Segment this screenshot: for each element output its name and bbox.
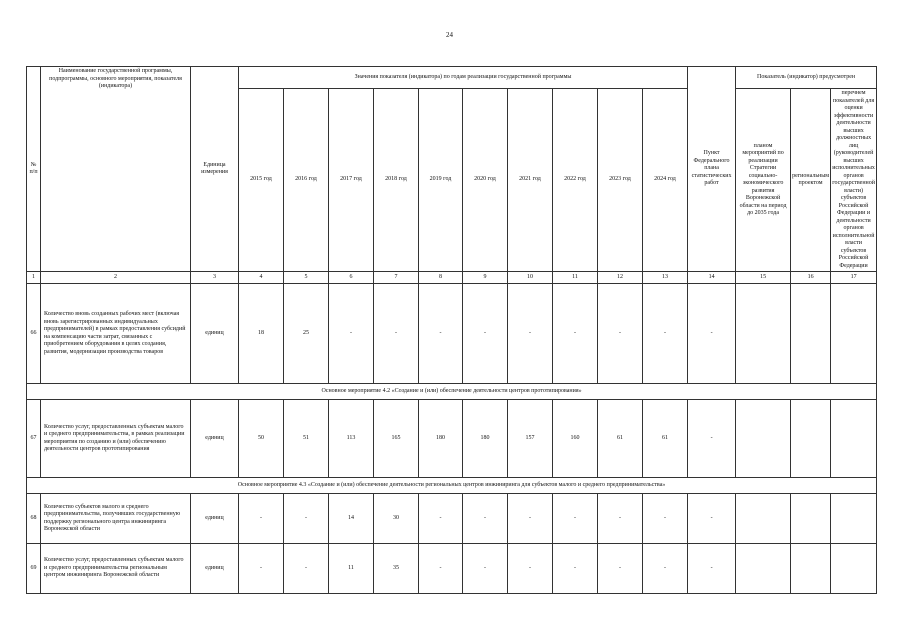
col-number: 12 <box>598 272 643 284</box>
header-regional: региональным проектом <box>791 89 831 272</box>
row-value: 11 <box>329 544 374 594</box>
table-row <box>27 284 877 384</box>
row-regional <box>791 284 831 384</box>
section-row <box>27 478 877 494</box>
row-value: - <box>463 544 508 594</box>
year-2022: 2022 год <box>553 89 598 272</box>
row-value: 35 <box>374 544 419 594</box>
row-evaluation <box>831 544 877 594</box>
row-regional <box>791 400 831 478</box>
row-strategy <box>736 400 791 478</box>
row-value: 180 <box>463 400 508 478</box>
col-number: 2 <box>41 272 191 284</box>
row-regional <box>791 544 831 594</box>
row-value: - <box>508 284 553 384</box>
col-number: 8 <box>419 272 463 284</box>
row-value: 14 <box>329 494 374 544</box>
header-num: № п/п <box>27 67 41 272</box>
year-2024: 2024 год <box>643 89 688 272</box>
row-unit: единиц <box>191 400 239 478</box>
row-value: - <box>374 284 419 384</box>
row-value: - <box>463 494 508 544</box>
row-number: 68 <box>27 494 41 544</box>
row-unit: единиц <box>191 284 239 384</box>
col-number: 1 <box>27 272 41 284</box>
row-name: Количество вновь созданных рабочих мест (включая вновь зарегистрированных индивидуальных предпринимателей) в рамках предоставления субсидий на компенсацию части затрат, связанных с приобретением оборудования в целях создания, развития, модернизации производства товаров <box>41 284 191 384</box>
row-value: - <box>598 544 643 594</box>
header-provision-group: Показатель (индикатор) предусмотрен <box>736 67 877 89</box>
row-value: 160 <box>553 400 598 478</box>
row-value: 165 <box>374 400 419 478</box>
row-strategy <box>736 544 791 594</box>
col-number: 16 <box>791 272 831 284</box>
column-numbers-row <box>27 272 877 284</box>
row-unit: единиц <box>191 494 239 544</box>
header-values-group: Значения показателя (индикатора) по годам реализации государственной программы <box>239 67 688 89</box>
row-value: - <box>284 494 329 544</box>
row-value: - <box>553 284 598 384</box>
row-value: - <box>508 494 553 544</box>
col-number: 5 <box>284 272 329 284</box>
col-number: 7 <box>374 272 419 284</box>
row-unit: единиц <box>191 544 239 594</box>
row-name: Количество субъектов малого и среднего предпринимательства, получивших государственную поддержку регионального центра инжиниринга Воронежской области <box>41 494 191 544</box>
header-plan: Пункт Федерального плана статистических работ <box>688 67 736 272</box>
col-number: 17 <box>831 272 877 284</box>
row-value: 18 <box>239 284 284 384</box>
col-number: 9 <box>463 272 508 284</box>
row-value: 50 <box>239 400 284 478</box>
header-row-1 <box>27 67 877 89</box>
row-value: - <box>553 494 598 544</box>
header-strategy: планом мероприятий по реализации Стратегии социально-экономического развития Воронежской области на период до 2035 года <box>736 89 791 272</box>
col-number: 14 <box>688 272 736 284</box>
row-value: - <box>508 544 553 594</box>
indicators-table <box>26 66 877 594</box>
col-number: 3 <box>191 272 239 284</box>
row-value: 113 <box>329 400 374 478</box>
table-row <box>27 494 877 544</box>
col-number: 13 <box>643 272 688 284</box>
header-unit: Единица измерения <box>191 67 239 272</box>
row-number: 67 <box>27 400 41 478</box>
year-2015: 2015 год <box>239 89 284 272</box>
row-value: 51 <box>284 400 329 478</box>
row-value: 25 <box>284 284 329 384</box>
row-value: - <box>239 544 284 594</box>
year-2017: 2017 год <box>329 89 374 272</box>
row-regional <box>791 494 831 544</box>
table-row <box>27 400 877 478</box>
year-2019: 2019 год <box>419 89 463 272</box>
row-value: - <box>419 494 463 544</box>
row-value: - <box>643 494 688 544</box>
header-name: Наименование государственной программы, подпрограммы, основного мероприятия, показателя (индикатора) <box>41 67 191 272</box>
row-plan: - <box>688 284 736 384</box>
row-value: 61 <box>643 400 688 478</box>
row-value: - <box>463 284 508 384</box>
row-evaluation <box>831 400 877 478</box>
col-number: 15 <box>736 272 791 284</box>
col-number: 11 <box>553 272 598 284</box>
col-number: 4 <box>239 272 284 284</box>
row-value: - <box>419 544 463 594</box>
col-number: 6 <box>329 272 374 284</box>
row-value: - <box>239 494 284 544</box>
row-name: Количество услуг, предоставленных субъектам малого и среднего предпринимательства региональным центром инжиниринга Воронежской области <box>41 544 191 594</box>
row-value: 180 <box>419 400 463 478</box>
year-2020: 2020 год <box>463 89 508 272</box>
row-evaluation <box>831 284 877 384</box>
row-value: 30 <box>374 494 419 544</box>
row-number: 66 <box>27 284 41 384</box>
row-value: 157 <box>508 400 553 478</box>
row-plan: - <box>688 494 736 544</box>
row-value: - <box>329 284 374 384</box>
row-value: - <box>284 544 329 594</box>
row-value: - <box>598 494 643 544</box>
year-2016: 2016 год <box>284 89 329 272</box>
row-number: 69 <box>27 544 41 594</box>
table-row <box>27 544 877 594</box>
row-value: 61 <box>598 400 643 478</box>
row-value: - <box>553 544 598 594</box>
row-name: Количество услуг, предоставленных субъектам малого и среднего предпринимательства, в рамках реализации мероприятия по созданию и (или) обеспечению деятельности центров прототипирования <box>41 400 191 478</box>
col-number: 10 <box>508 272 553 284</box>
year-2023: 2023 год <box>598 89 643 272</box>
row-evaluation <box>831 494 877 544</box>
year-2018: 2018 год <box>374 89 419 272</box>
section-title-4-2: Основное мероприятие 4.2 «Создание и (или) обеспечение деятельности центров прототипирования» <box>27 384 877 400</box>
row-value: - <box>598 284 643 384</box>
section-row <box>27 384 877 400</box>
row-strategy <box>736 284 791 384</box>
row-value: - <box>643 284 688 384</box>
year-2021: 2021 год <box>508 89 553 272</box>
page-number: 24 <box>446 31 453 39</box>
row-plan: - <box>688 544 736 594</box>
section-title-4-3: Основное мероприятие 4.3 «Создание и (или) обеспечение деятельности региональных центров инжиниринга для субъектов малого и среднего предпринимательства» <box>27 478 877 494</box>
row-value: - <box>419 284 463 384</box>
row-value: - <box>643 544 688 594</box>
header-evaluation: перечнем показателей для оценки эффективности деятельности высших должностных лиц (руководителей высших исполнительных органов государственной власти) субъектов Российской Федерации и деятельности органов исполнительной власти субъектов Российской Федерации <box>831 89 877 272</box>
row-strategy <box>736 494 791 544</box>
row-plan: - <box>688 400 736 478</box>
